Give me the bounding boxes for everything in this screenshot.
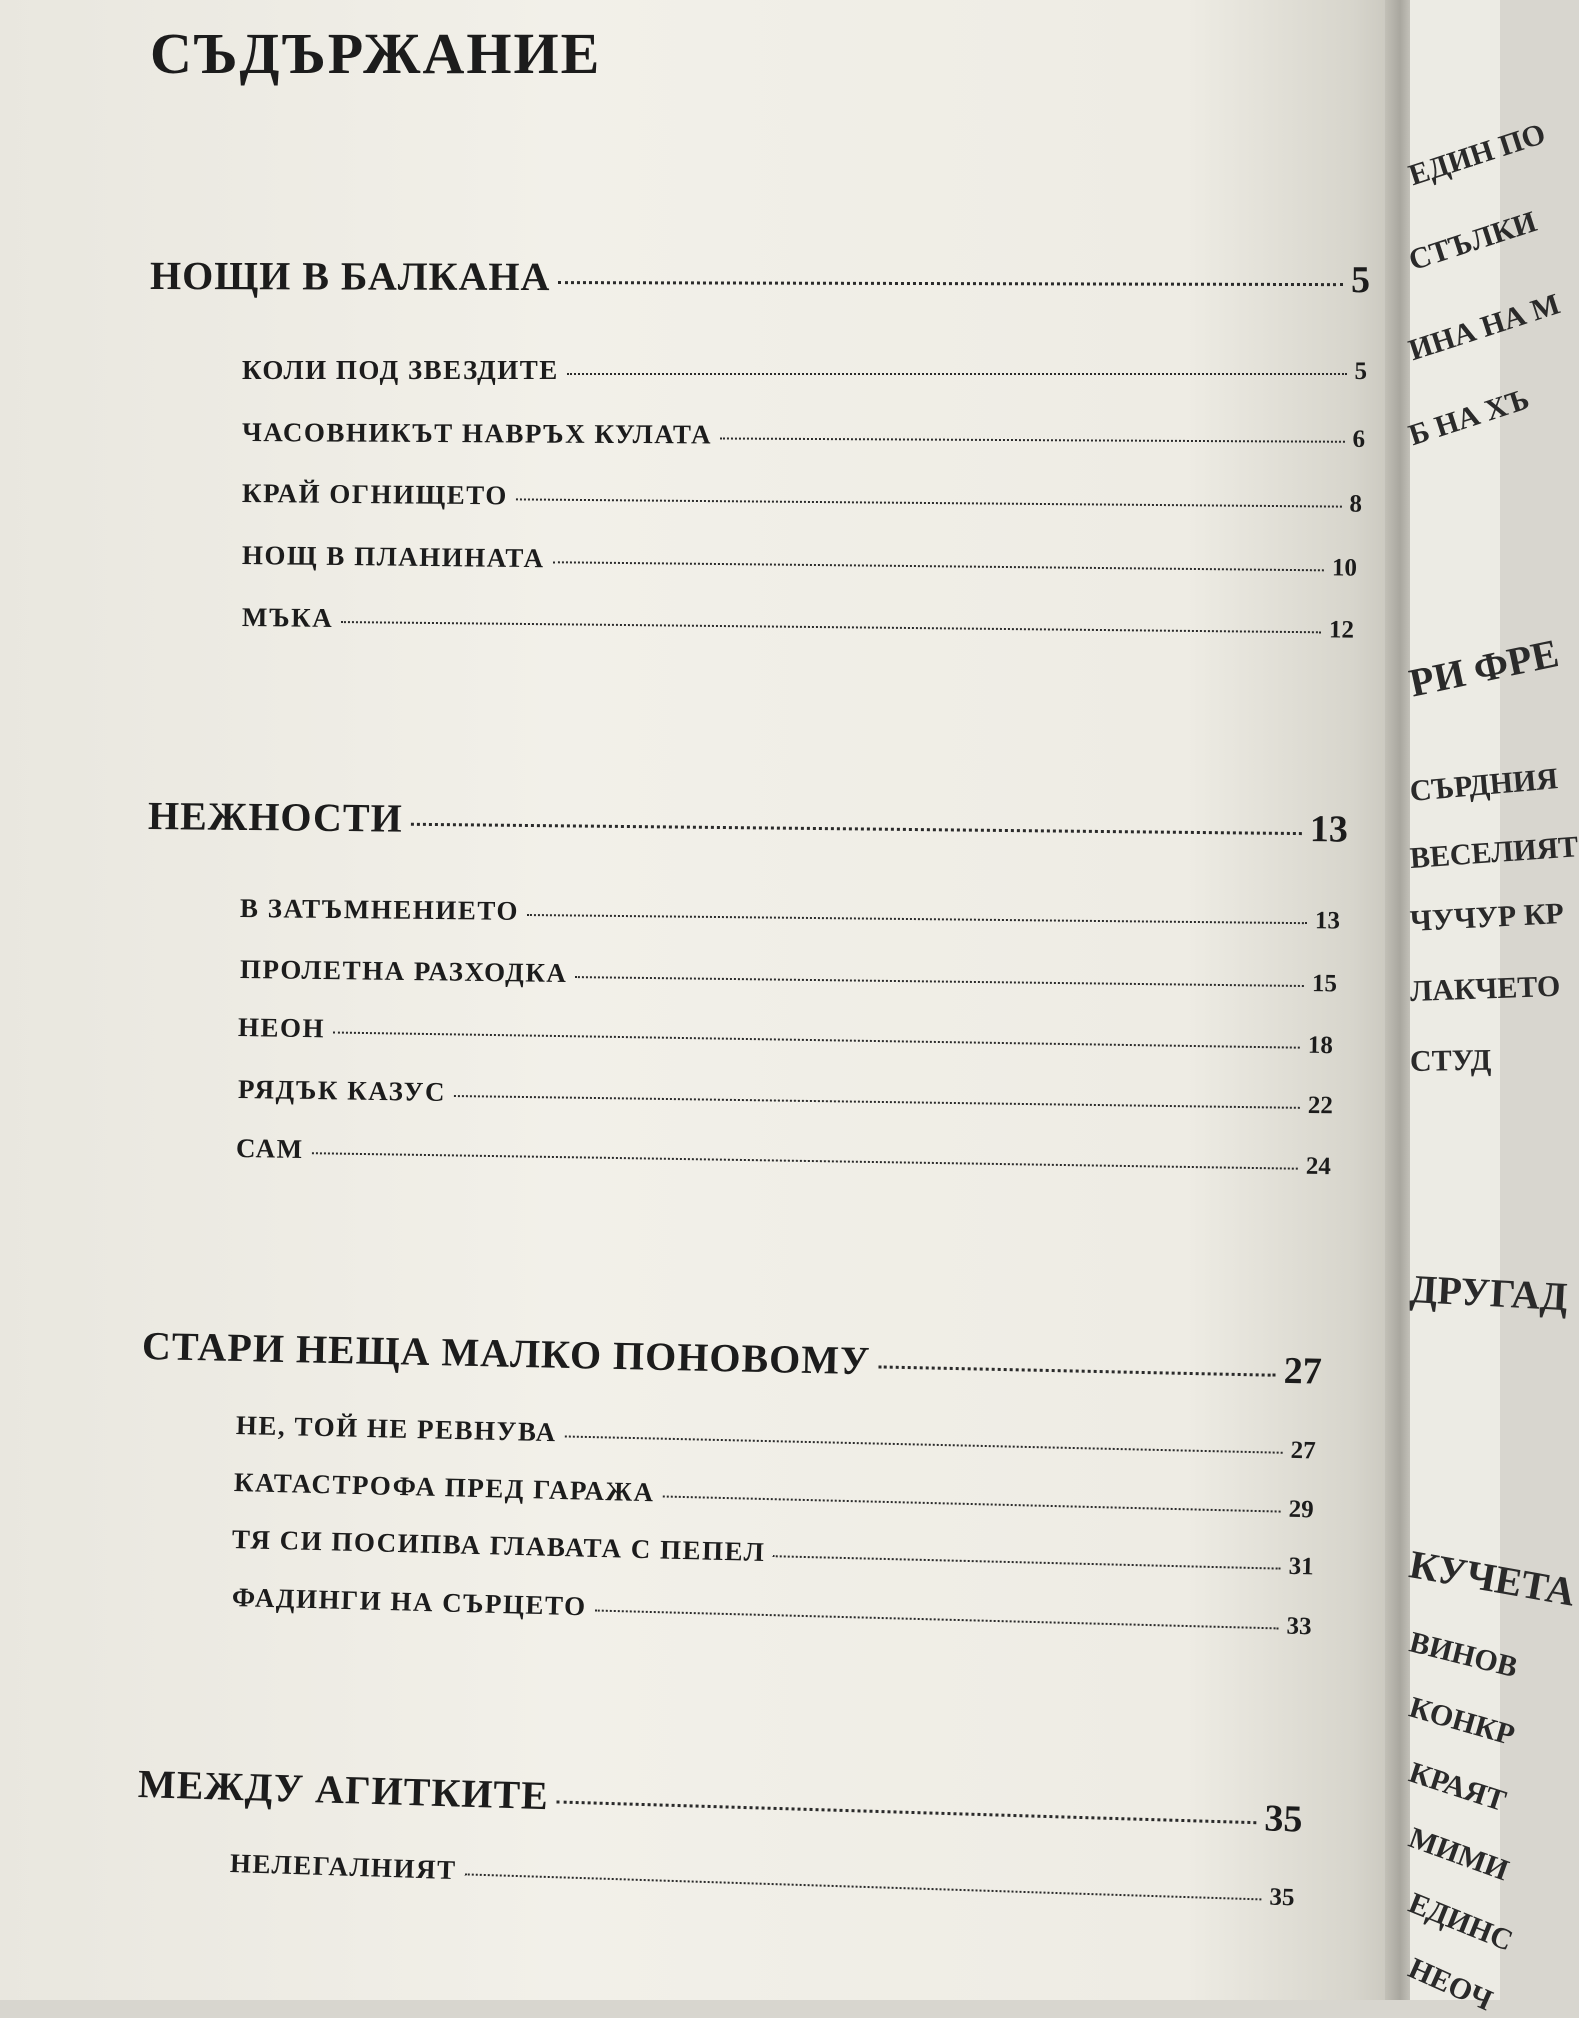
toc-section	[142, 1322, 1323, 1394]
toc-entry	[236, 1133, 1331, 1181]
facing-fragment: ВИНОВ	[1406, 1625, 1521, 1685]
entry-page-number: 33	[1286, 1612, 1312, 1641]
toc-entry	[230, 1848, 1295, 1912]
dot-leader	[567, 373, 1347, 375]
facing-fragment: СТУД	[1409, 1043, 1492, 1078]
toc-entry	[242, 355, 1367, 386]
facing-fragment: МИМИ	[1404, 1821, 1513, 1888]
entry-page-number: 22	[1307, 1091, 1334, 1120]
entry-page-number: 35	[1269, 1883, 1295, 1912]
dot-leader	[464, 1873, 1261, 1900]
entry-title: ФАДИНГИ НА СЪРЦЕТО	[231, 1582, 588, 1622]
entry-page-number: 31	[1288, 1552, 1314, 1581]
toc-entry	[240, 893, 1340, 936]
entry-page-number: 8	[1349, 490, 1363, 518]
dot-leader	[594, 1609, 1278, 1629]
section-title: НЕЖНОСТИ	[147, 793, 403, 841]
entry-title: КАТАСТРОФА ПРЕД ГАРАЖА	[233, 1467, 655, 1508]
section-title: НОЩИ В БАЛКАНА	[149, 253, 551, 300]
entry-title: ПРОЛЕТНА РАЗХОДКА	[239, 954, 568, 988]
entry-title: ТЯ СИ ПОСИПВА ГЛАВАТА С ПЕПЕЛ	[231, 1524, 766, 1568]
section-page-number: 13	[1309, 808, 1349, 851]
dot-leader	[662, 1495, 1280, 1512]
toc-section	[150, 252, 1370, 302]
dot-leader	[557, 1800, 1257, 1824]
dot-leader	[773, 1555, 1280, 1569]
facing-fragment: ЕДИН ПО	[1404, 117, 1550, 193]
section-page-number: 35	[1263, 1797, 1304, 1841]
section-page-number: 5	[1350, 259, 1371, 302]
dot-leader	[527, 914, 1307, 924]
entry-title: РЯДЪК КАЗУС	[237, 1074, 447, 1107]
entry-page-number: 18	[1307, 1031, 1334, 1060]
entry-title: НОЩ В ПЛАНИНАТА	[241, 540, 545, 574]
dot-leader	[516, 498, 1342, 507]
entry-title: ЧАСОВНИКЪТ НАВРЪХ КУЛАТА	[241, 417, 713, 450]
dot-leader	[565, 1435, 1283, 1453]
toc-entry	[238, 1012, 1333, 1060]
toc-entry	[234, 1467, 1314, 1524]
facing-fragment: ДРУГАД	[1408, 1266, 1569, 1320]
entry-page-number: 27	[1290, 1436, 1317, 1465]
dot-leader	[333, 1031, 1300, 1048]
facing-fragment: ЕДИНС	[1404, 1886, 1518, 1958]
entry-page-number: 29	[1288, 1495, 1314, 1524]
entry-page-number: 13	[1314, 907, 1341, 935]
facing-fragment: КРАЯТ	[1405, 1755, 1510, 1818]
toc-entry	[232, 1524, 1314, 1581]
entry-page-number: 10	[1331, 554, 1358, 582]
dot-leader	[341, 621, 1321, 633]
toc-entry	[232, 1582, 1312, 1641]
facing-page	[1403, 0, 1579, 2018]
toc-section	[137, 1760, 1303, 1842]
entry-page-number: 15	[1311, 970, 1338, 998]
dot-leader	[720, 438, 1344, 443]
toc-entry	[236, 1410, 1316, 1465]
section-title: СТАРИ НЕЩА МАЛКО ПОНОВОМУ	[141, 1323, 871, 1384]
entry-title: КРАЙ ОГНИЩЕТО	[241, 478, 509, 511]
entry-page-number: 5	[1354, 358, 1367, 385]
dot-leader	[411, 823, 1302, 835]
entry-page-number: 24	[1305, 1152, 1332, 1181]
dot-leader	[878, 1365, 1275, 1376]
entry-page-number: 12	[1328, 616, 1355, 644]
entry-title: КОЛИ ПОД ЗВЕЗДИТЕ	[242, 355, 559, 385]
toc-section	[148, 792, 1348, 852]
entry-title: НЕОН	[237, 1012, 326, 1044]
entry-page-number: 6	[1352, 425, 1366, 453]
section-page-number: 27	[1283, 1349, 1323, 1393]
dot-leader	[575, 976, 1304, 987]
dot-leader	[558, 281, 1343, 286]
facing-fragment: КУЧЕТА	[1406, 1541, 1579, 1615]
entry-title: САМ	[235, 1133, 304, 1165]
toc-entry	[238, 1074, 1333, 1120]
facing-fragment: ВЕСЕЛИЯТ	[1408, 830, 1579, 875]
toc-entry	[240, 954, 1337, 998]
toc-entry	[242, 540, 1357, 583]
toc-entry	[242, 478, 1362, 519]
entry-title: В ЗАТЪМНЕНИЕТО	[239, 893, 520, 926]
dot-leader	[312, 1152, 1298, 1169]
page-title: СЪДЪРЖАНИЕ	[150, 21, 602, 86]
facing-fragment: ЧУЧУР КР	[1409, 896, 1565, 938]
toc-entry	[242, 602, 1354, 645]
facing-fragment: РИ ФРЕ	[1405, 630, 1563, 706]
facing-fragment: КОНКР	[1405, 1690, 1519, 1753]
entry-title: НЕ, ТОЙ НЕ РЕВНУВА	[235, 1410, 558, 1448]
dot-leader	[553, 561, 1324, 571]
toc-entry	[242, 417, 1365, 454]
section-title: МЕЖДУ АГИТКИТЕ	[137, 1761, 550, 1819]
facing-fragment: ИНА НА М	[1404, 287, 1564, 368]
entry-title: НЕЛЕГАЛНИЯТ	[229, 1848, 458, 1886]
facing-fragment: ЛАКЧЕТО	[1409, 969, 1561, 1008]
facing-fragment: Б НА ХЪ	[1404, 382, 1534, 453]
facing-fragment: СЪРДНИЯ	[1408, 762, 1560, 808]
dot-leader	[454, 1095, 1300, 1109]
entry-title: МЪКА	[241, 602, 334, 633]
facing-fragment: НЕОЧ	[1403, 1951, 1498, 2018]
facing-fragment: СТЪЛКИ	[1404, 205, 1541, 278]
